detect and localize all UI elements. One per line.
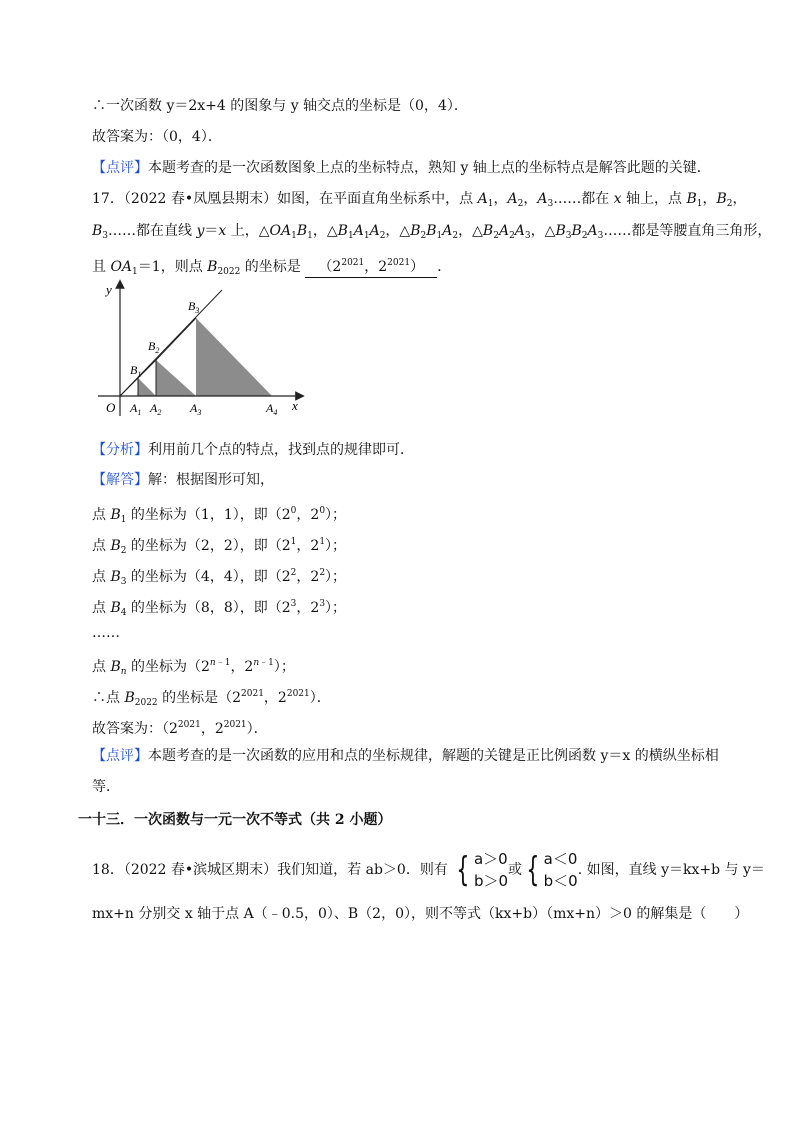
- triangle-b2a2a3: [156, 360, 196, 396]
- prev-conclusion: ∴一次函数 y＝2x+4 的图象与 y 轴交点的坐标是（0，4）．: [92, 98, 468, 114]
- comment17-tag: 【点评】: [92, 748, 148, 764]
- label-a2: $A_2$: [150, 401, 162, 417]
- label-a3: $A_3$: [190, 401, 202, 417]
- label-b3: $B_3$: [188, 299, 200, 315]
- y-axis-label: y: [106, 282, 112, 297]
- q17-figure: [96, 278, 310, 420]
- q18-or: 或: [508, 862, 523, 878]
- brace-negative: { a＜0 b＜0: [526, 850, 578, 890]
- analysis: [92, 440, 414, 460]
- label-a4: $A_4$: [266, 401, 278, 417]
- prev-answer: 故答案为：（0，4）．: [92, 129, 222, 145]
- solution-conclusion: ∴点 $B_{2022}$ 的坐标是（$2^{2021}$，$2^{2021}$）．: [92, 689, 331, 708]
- q18-line2: mx+n 分别交 x 轴于点 A（﹣0.5，0）、B（2，0），则不等式（kx+b）（mx+n）＞0 的解集是（ ）: [92, 906, 749, 922]
- solution-intro-text: 解：根据图形可知，: [148, 472, 274, 488]
- solution-ellipsis: ……: [92, 625, 120, 641]
- solution-step-b4: 点 $B_4$ 的坐标为（8，8），即（$2^3$，$2^3$）；: [92, 599, 347, 618]
- solution-step-b1: 点 $B_1$ 的坐标为（1，1），即（$2^0$，$2^0$）；: [92, 506, 347, 525]
- origin-label: O: [106, 400, 116, 415]
- solution-step-bn: 点 $B_n$ 的坐标为（$2^{n﹣1}$，$2^{n﹣1}$）；: [92, 658, 295, 677]
- q18-text2: . 如图，直线 y＝kx+b 与 y＝: [577, 862, 765, 878]
- triangle-b3a3a4: [196, 318, 272, 396]
- prev-comment: [92, 158, 711, 178]
- q17-number: 17．: [92, 191, 124, 207]
- triangle-b1a1a2: [138, 378, 156, 396]
- q17-line2: $B_3\dots\dots$都在直线 y＝x 上，$\triangle OA_1B_1$，$\triangle B_1A_1A_2$，$\triangle B_2B_1A_2$，$\triangle B_2A_2A_3$，$\triangle B_3B_2A_3\dots\dots$都是等腰直角三角形，: [92, 223, 772, 241]
- solution-tag: 【解答】: [92, 472, 148, 488]
- q17-line1: 17．（2022 春•凤凰县期末）如图，在平面直角坐标系中，点 $A_1$，$A_2$，$A_3\dots\dots$都在 x 轴上，点 $B_1$，$B_2$，: [92, 191, 747, 209]
- comment-text: 本题考查的是一次函数图象上点的坐标特点，熟知 y 轴上点的坐标特点是解答此题的关键．: [148, 160, 711, 176]
- comment17-text: 本题考查的是一次函数的应用和点的坐标规律，解题的关键是正比例函数 y＝x 的横纵坐标相: [148, 748, 719, 764]
- solution-intro: [92, 470, 274, 490]
- q18-source: （2022 春•滨城区期末）: [123, 862, 278, 878]
- label-b2: $B_2$: [148, 339, 160, 355]
- label-a1: $A_1$: [130, 401, 142, 417]
- x-axis-label: x: [292, 398, 298, 413]
- comment17-cont: 等．: [92, 779, 120, 795]
- section-heading: 一十三．一次函数与一元一次不等式（共 2 小题）: [78, 812, 392, 828]
- solution-step-b3: 点 $B_3$ 的坐标为（4，4），即（$2^2$，$2^2$）；: [92, 568, 347, 587]
- solution-answer: 故答案为：（$2^{2021}$，$2^{2021}$）．: [92, 720, 268, 737]
- q18-text1: 我们知道，若 ab＞0．则有: [277, 862, 448, 878]
- label-b1: $B_1$: [130, 363, 142, 379]
- q18-line1: [92, 846, 765, 894]
- analysis-text: 利用前几个点的特点，找到点的规律即可．: [148, 442, 414, 458]
- comment-tag: 【点评】: [92, 160, 148, 176]
- q17-source: （2022 春•凤凰县期末）: [123, 191, 278, 207]
- brace-positive: { a＞0 b＞0: [456, 850, 509, 890]
- analysis-tag: 【分析】: [92, 442, 148, 458]
- q17-line3: 且 $OA_1=1$，则点 $B_{2022}$ 的坐标是 （$2^{2021}$，$2^{2021}$） ．: [92, 253, 451, 282]
- q18-number: 18．: [92, 862, 124, 878]
- solution-step-b2: 点 $B_2$ 的坐标为（2，2），即（$2^1$，$2^1$）；: [92, 537, 347, 556]
- comment17: [92, 746, 719, 766]
- q17-answer-blank: （$2^{2021}$，$2^{2021}$）: [305, 253, 437, 278]
